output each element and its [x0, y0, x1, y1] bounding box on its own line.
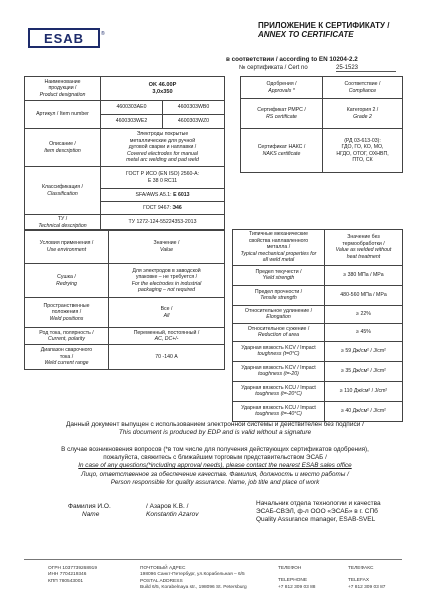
- kcv-0-value: ≥ 59 Дж/см² / J/cm²: [325, 341, 403, 361]
- footer-divider: [24, 559, 402, 560]
- cert-number: 25-1523: [336, 65, 396, 72]
- weld-current-label: Диапазон сварочного тока / Weld current range: [25, 345, 109, 370]
- rs-certificate-label: Сертификат РМРС / RS certificate: [241, 99, 323, 129]
- tensile-strength-label: Предел прочности / Tensile strength: [233, 285, 325, 305]
- conditions-table: [24, 229, 225, 370]
- kcv-20-label: Ударная вязкость KCV / Impact toughness (t=-20): [233, 361, 325, 381]
- weld-positions-label: Пространственные положения / Weld positions: [25, 298, 109, 328]
- title-ru: ПРИЛОЖЕНИЕ К СЕРТИФИКАТУ /: [258, 21, 390, 30]
- kcv-20-value: ≥ 35 Дж/см² / J/cm²: [325, 361, 403, 381]
- tensile-strength-value: 480-560 МПа / MPa: [325, 285, 403, 305]
- yield-strength-value: ≥ 380 МПа / MPa: [325, 265, 403, 285]
- signer-name: / Азаров К.В. / Konstantin Azarov: [146, 503, 199, 519]
- kcu-20-label: Ударная вязкость KCU / Impact toughness (t=-20°C): [233, 381, 325, 401]
- conformity-standard: в соответствии / according to EN 10204-2.2: [226, 56, 358, 63]
- class-gost-iso: ГОСТ Р ИСО (EN ISO) 2560-A: E 38 0 RC11: [101, 167, 225, 189]
- yield-strength-label: Предел текучести / Yield strength: [233, 265, 325, 285]
- redrying-value: Для электродов в заводской упаковке – не требуется / For the electrodes in industrial packaging – not required: [109, 264, 225, 298]
- kcu-40-label: Ударная вязкость KCU / Impact toughness (t=-40°C): [233, 401, 325, 421]
- current-polarity-value: Переменный, постоянный / AC, DC+/-: [109, 328, 225, 345]
- value-header: Значение / Value: [109, 230, 225, 264]
- article-2: 4600303WB0: [163, 101, 225, 115]
- elongation-label: Относительное удлинение / Elongation: [233, 305, 325, 323]
- approvals-header: Одобрения / Approvals *: [241, 77, 323, 99]
- mechanical-header: Типичные механические свойства наплавленного металла / Typical mechanical properties for all weld metal: [233, 230, 325, 266]
- kcu-40-value: ≥ 40 Дж/см² / J/cm²: [325, 401, 403, 421]
- telefax: ТЕЛЕФАКС TELEFAX +7 812 309 03 87: [348, 566, 386, 590]
- classification-label: Классификация / Classification: [25, 167, 101, 215]
- rs-certificate-value: Категория 2 / Grade 2: [323, 99, 403, 129]
- product-table: [24, 76, 225, 231]
- article-4: 4600303WZ0: [163, 115, 225, 129]
- registered-mark: ®: [101, 31, 105, 37]
- use-environment-header: Условия применения / Use environment: [25, 230, 109, 264]
- mechanical-table: [232, 229, 403, 422]
- weld-positions-value: Все / All: [109, 298, 225, 328]
- title-en: ANNEX TO CERTIFICATE: [258, 30, 354, 39]
- name-label: Фамилия И.О. Name: [68, 503, 111, 519]
- as-welded-header: Значение без термообработки / Value as welded without heat treatment: [325, 230, 403, 266]
- approvals-table: [240, 76, 403, 173]
- signer-position: Начальник отдела технологии и качества ЭСАБ-СВЭЛ, ф-л ООО «ЭСАБ» в г. СПб Quality Assurance manager, ESAB-SVEL: [256, 500, 381, 524]
- reduction-area-value: ≥ 45%: [325, 323, 403, 341]
- contact-notice: В случае возникновения вопросов (*в том числе для получения действующих сертификатов одобрения), пожалуйста, свяжитесь с ближайшим торговым представительством ЭСАБ / In case of any questions(*including approval needs), please contact the nearest ESAB sales office Лицо, ответственное за обеспечение качества. Фамилия, должность и место работы / Person responsible for quality assurance. Name, job title and place of work: [61, 446, 369, 486]
- reduction-area-label: Относительное сужение / Reduction of area: [233, 323, 325, 341]
- kcv-0-label: Ударная вязкость KCV / Impact toughness (t=0°C): [233, 341, 325, 361]
- tu-value: ТУ 1272-124-55224353-2013: [101, 215, 225, 231]
- description-label: Описание / Item description: [25, 129, 101, 167]
- company-ids: ОГРН 1037739268919 ИНН 7704219346 КПП 780543001: [48, 566, 98, 584]
- article-1: 4600303AE0: [101, 101, 163, 115]
- edp-notice: Данный документ выпущен с использованием электронной системы и действителен без подписи / This document is produced by EDP and is valid without a signature: [66, 421, 364, 437]
- weld-current-value: 70 -140 А: [109, 345, 225, 370]
- class-aws: SFA/AWS A5.1: E 6013: [101, 189, 225, 202]
- redrying-label: Сушка / Redrying: [25, 264, 109, 298]
- article-label: Артикул / Item number: [25, 101, 101, 129]
- kcu-20-value: ≥ 110 Дж/см² / J/cm²: [325, 381, 403, 401]
- article-3: 4600303WE2: [101, 115, 163, 129]
- tu-label: ТУ / Technical description: [25, 215, 101, 231]
- description-value: Электроды покрытые металлические для ручной дуговой сварки и наплавки / Covered electrodes for manual metal arc welding and pad weld: [101, 129, 225, 167]
- current-polarity-label: Род тока, полярность / Current, polarity: [25, 328, 109, 345]
- esab-logo: ESAB: [28, 28, 100, 48]
- postal-address: ПОЧТОВЫЙ АДРЕС 198096 Санкт-Петербург, ул.Корабельная – 6/5 POSTAL ADDRESS Build 6/5, Korabelnaya str., 198096 St. Petersburg: [140, 566, 247, 591]
- class-gost-9467: ГОСТ 9467: Э46: [101, 202, 225, 215]
- naks-certificate-value: (РД 03-613-03): ГДО, ГО, КО, МО, НГДО, ОТОГ, ОХНВП, ПТО, СК: [323, 129, 403, 173]
- compliance-header: Соответствие / Compliance: [323, 77, 403, 99]
- elongation-value: ≥ 22%: [325, 305, 403, 323]
- naks-certificate-label: Сертификат НАКС / NAKS certificate: [241, 129, 323, 173]
- product-name-value: OK 46.00P 3,0x350: [101, 77, 225, 101]
- cert-label: № сертификата / Cert no: [239, 65, 308, 71]
- telephone: ТЕЛЕФОН TELEPHONE +7 812 309 03 88: [278, 566, 316, 590]
- product-name-label: Наименование продукции / Product designation: [25, 77, 101, 101]
